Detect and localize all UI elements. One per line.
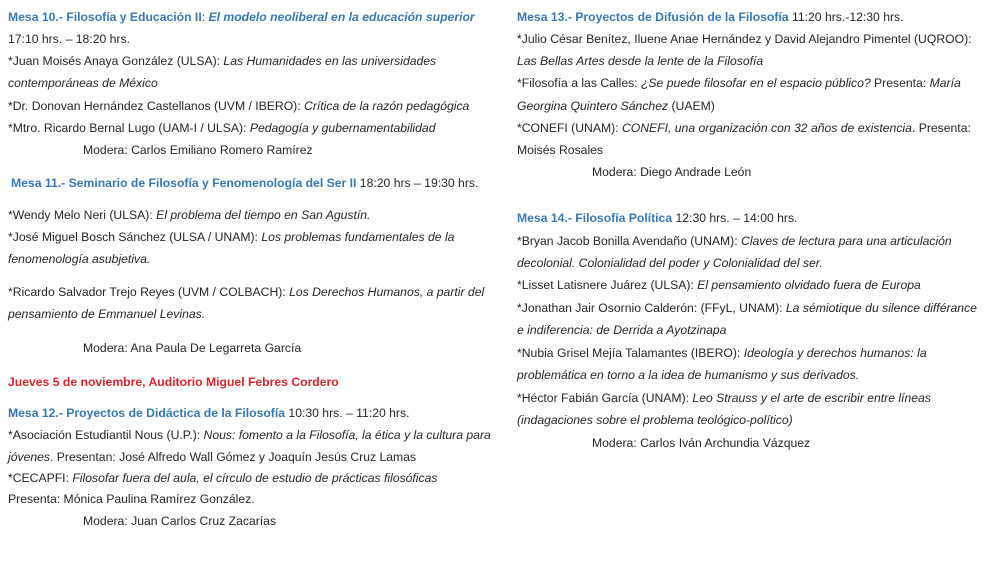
talk-title-cont: fenomenología asubjetiva. — [8, 252, 151, 266]
talk-title: CONEFI, una organización con 32 años de existencia — [621, 121, 912, 135]
participant-name: *CECAPFI: — [8, 471, 73, 485]
mesa14-participant-1 — [517, 233, 952, 249]
mesa10-participant-2 — [8, 98, 469, 114]
talk-title-cont: problemática en torno a la idea de humanismo y sus derivados. — [517, 368, 860, 382]
talk-title-cont: (indagaciones sobre el problema teológico-político) — [517, 413, 793, 427]
mesa12-moderator: Modera: Juan Carlos Cruz Zacarías — [83, 514, 277, 528]
mesa14-heading — [517, 210, 797, 226]
mesa13-participant-2 — [517, 75, 961, 91]
mesa13-participant-3 — [517, 120, 971, 136]
talk-title-cont: contemporáneas de México — [8, 76, 158, 90]
participant-name: *Héctor Fabián García (UNAM): — [517, 391, 693, 405]
talk-title-cont: pensamiento de Emmanuel Levinas. — [8, 307, 206, 321]
mesa14-moderator: Modera: Carlos Iván Archundia Vázquez — [592, 436, 811, 450]
mesa12-participant-2 — [8, 470, 437, 486]
mesa12-participant-1-cont — [8, 449, 416, 465]
mesa13-moderator: Modera: Diego Andrade León — [592, 165, 752, 179]
mesa13-heading — [517, 9, 904, 25]
participant-name: *Jonathan Jair Osornio Calderón: (FFyL, UNAM): — [517, 301, 786, 315]
mesa13-time: 11:20 hrs.-12:30 hrs. — [788, 10, 904, 24]
talk-title: Claves de lectura para una articulación — [741, 234, 952, 248]
participant-name: *Bryan Jacob Bonilla Avendaño (UNAM): — [517, 234, 742, 248]
mesa14-participant-4 — [517, 345, 927, 361]
mesa10-moderator: Modera: Carlos Emiliano Romero Ramírez — [83, 143, 313, 157]
mesa10-participant-1 — [8, 53, 436, 69]
mesa14-participant-5 — [517, 390, 931, 406]
presenter: Presenta: Mónica Paulina Ramírez González. — [8, 492, 255, 506]
institution: (UAEM) — [668, 99, 715, 113]
talk-title: Los problemas fundamentales de la — [261, 230, 455, 244]
participant-name: *Dr. Donovan Hernández Castellanos (UVM / IBERO): — [8, 99, 305, 113]
mesa14-time: 12:30 hrs. – 14:00 hrs. — [672, 211, 798, 225]
talk-title: Ideología y derechos humanos: la — [743, 346, 927, 360]
mesa12-time: 10:30 hrs. – 11:20 hrs. — [285, 406, 410, 420]
mesa10-heading — [8, 9, 475, 25]
presenter: Moisés Rosales — [517, 143, 604, 157]
talk-title: Nous: fomento a la Filosofía, la ética y la cultura para — [203, 428, 491, 442]
mesa11-heading — [11, 175, 478, 191]
mesa11-participant-1 — [8, 207, 370, 223]
talk-title: El problema del tiempo en San Agustín. — [156, 208, 371, 222]
mesa14-title: Mesa 14.- Filosofía Política — [517, 211, 673, 225]
talk-title-cont: decolonial. Colonialidad del poder y Colonialidad del ser. — [517, 256, 823, 270]
participant-name: *José Miguel Bosch Sánchez (ULSA / UNAM): — [8, 230, 262, 244]
mesa13-participant-2-cont — [517, 98, 715, 114]
talk-title: Las Humanidades en las universidades — [223, 54, 437, 68]
participant-name: *Ricardo Salvador Trejo Reyes (UVM / COLBACH): — [8, 285, 290, 299]
presenter: María — [929, 76, 961, 90]
talk-title-cont: e indiferencia: de Derrida a Ayotzinapa — [517, 323, 727, 337]
mesa10-subtitle: El modelo neoliberal en la educación superior — [208, 10, 475, 24]
mesa13-participant-1: *Julio César Benítez, Iluene Anae Hernández y David Alejandro Pimentel (UQROO): — [517, 32, 972, 46]
mesa11-title: Mesa 11.- Seminario de Filosofía y Fenomenología del Ser II — [11, 176, 357, 190]
participant-name: *CONEFI (UNAM): — [517, 121, 622, 135]
talk-title-cont: jóvenes — [8, 450, 51, 464]
talk-title: La sémiotique du silence différance — [785, 301, 977, 315]
participant-name: *Mtro. Ricardo Bernal Lugo (UAM-I / ULSA): — [8, 121, 250, 135]
participant-name: *Filosofía a las Calles: — [517, 76, 641, 90]
talk-title: ¿Se puede filosofar en el espacio público? — [640, 76, 871, 90]
mesa10-participant-3 — [8, 120, 435, 136]
talk-title: Los Derechos Humanos, a partir del — [289, 285, 485, 299]
participant-name: *Wendy Melo Neri (ULSA): — [8, 208, 157, 222]
mesa12-title: Mesa 12.- Proyectos de Didáctica de la Filosofía — [8, 406, 286, 420]
talk-title: El pensamiento olvidado fuera de Europa — [697, 278, 921, 292]
mesa11-participant-3 — [8, 284, 484, 300]
talk-title: Leo Strauss y el arte de escribir entre líneas — [692, 391, 931, 405]
day-heading: Jueves 5 de noviembre, Auditorio Miguel Febres Cordero — [8, 375, 339, 389]
participant-name: *Lisset Latisnere Juárez (ULSA): — [517, 278, 698, 292]
presenta-label: Presenta: — [870, 76, 930, 90]
mesa11-moderator: Modera: Ana Paula De Legarreta García — [83, 341, 302, 355]
talk-title: Filosofar fuera del aula, el círculo de estudio de prácticas filosóficas — [72, 471, 438, 485]
mesa14-participant-3 — [517, 300, 977, 316]
sep: : — [201, 10, 209, 24]
talk-title: Crítica de la razón pedagógica — [304, 99, 470, 113]
mesa10-time: 17:10 hrs. – 18:20 hrs. — [8, 32, 130, 46]
mesa12-participant-1 — [8, 427, 491, 443]
presenta-label: . Presenta: — [911, 121, 971, 135]
mesa12-heading — [8, 405, 409, 421]
participant-name: *Nubia Grisel Mejía Talamantes (IBERO): — [517, 346, 744, 360]
talk-title: Las Bellas Artes desde la lente de la Filosofía — [517, 54, 764, 68]
presenter-cont: Georgina Quintero Sánchez — [517, 99, 669, 113]
mesa10-title: Mesa 10.- Filosofía y Educación II — [8, 10, 202, 24]
mesa11-participant-2 — [8, 229, 454, 245]
participant-name: *Juan Moisés Anaya González (ULSA): — [8, 54, 224, 68]
talk-title: Pedagogía y gubernamentabilidad — [249, 121, 436, 135]
mesa14-participant-2 — [517, 277, 921, 293]
mesa11-time: 18:20 hrs – 19:30 hrs. — [356, 176, 479, 190]
mesa13-title: Mesa 13.- Proyectos de Difusión de la Filosofía — [517, 10, 789, 24]
presenters: . Presentan: José Alfredo Wall Gómez y Joaquín Jesús Cruz Lamas — [50, 450, 417, 464]
participant-name: *Asociación Estudiantil Nous (U.P.): — [8, 428, 204, 442]
